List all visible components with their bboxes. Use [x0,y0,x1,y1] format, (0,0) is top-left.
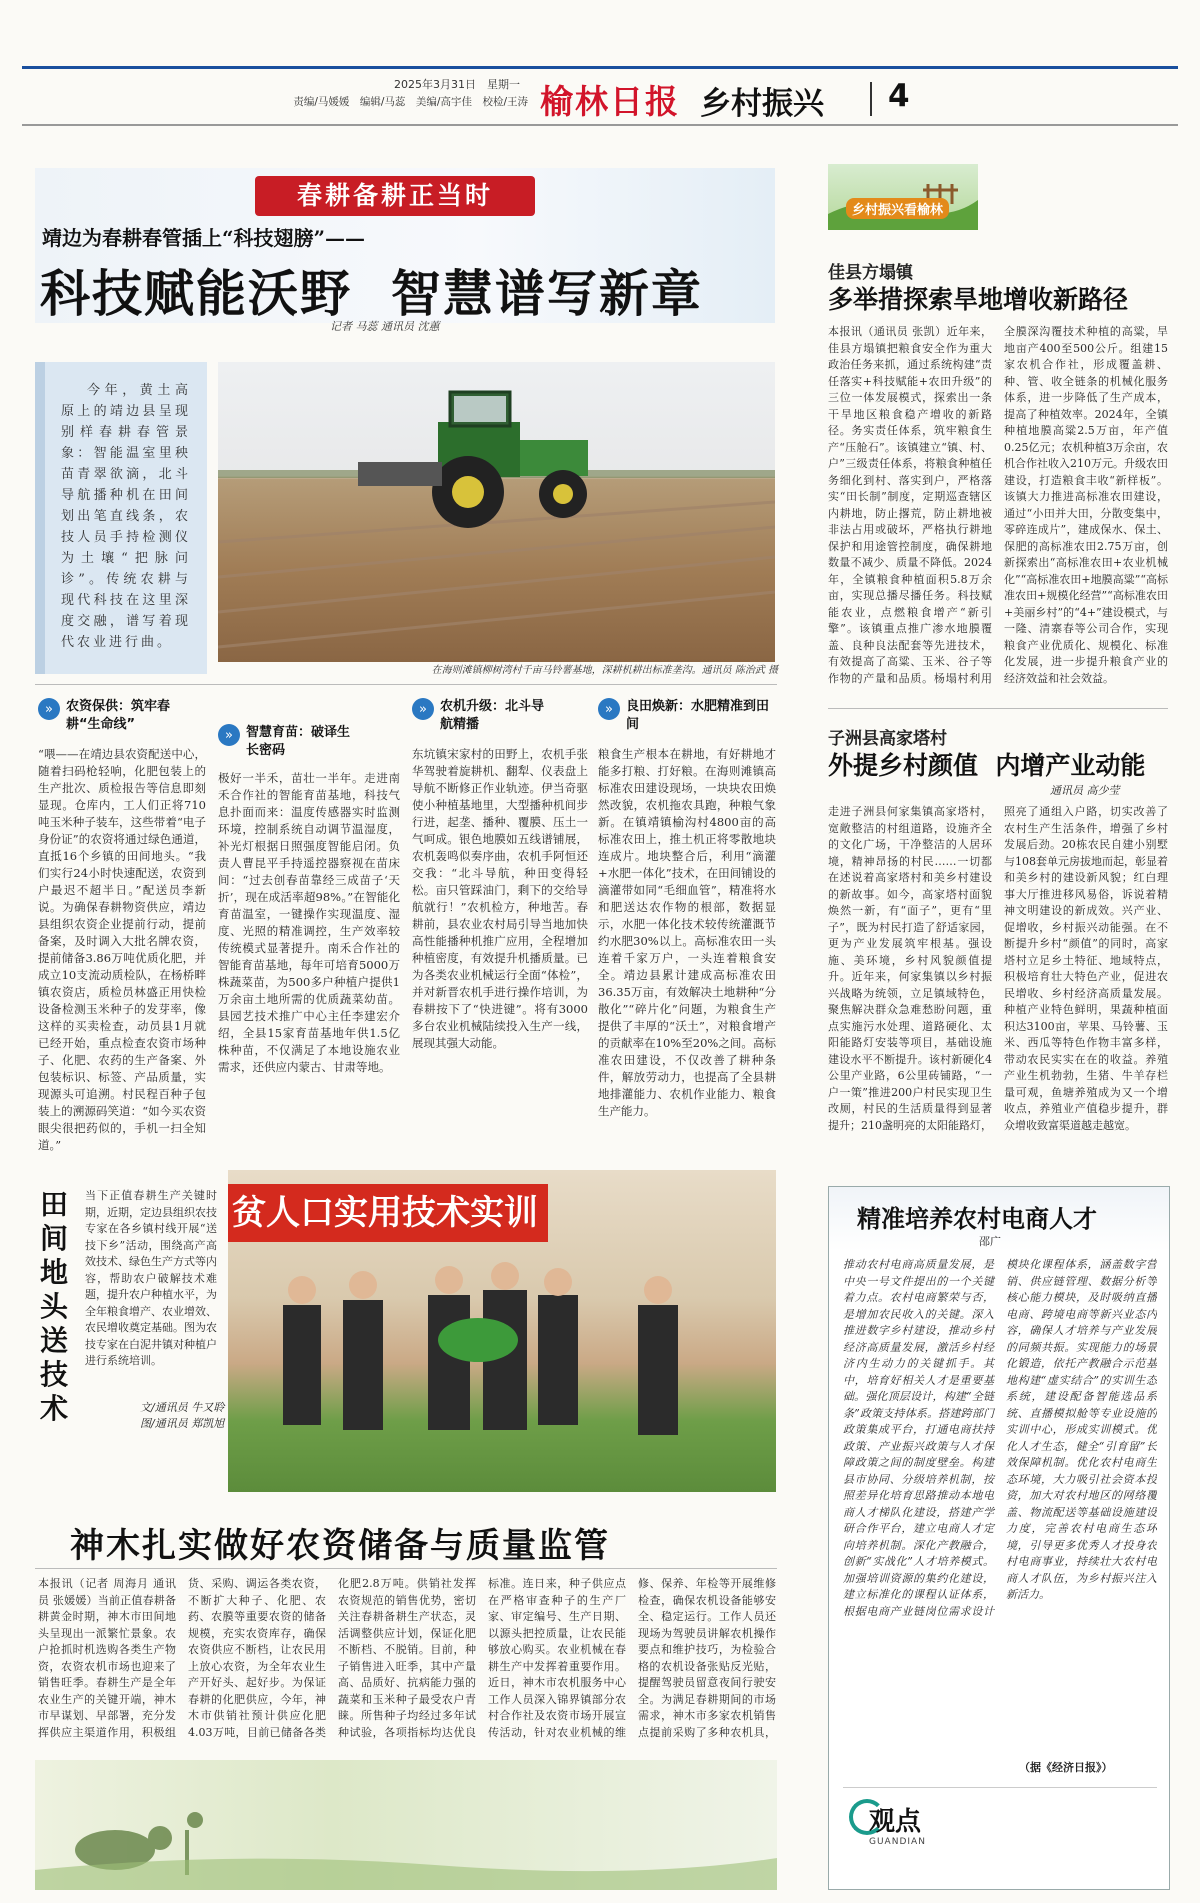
subhead-seedling: » 智慧育苗：破译生长密码 [218,724,358,760]
arrow-icon: » [218,724,240,746]
intro-text: 今年，黄土高原上的靖边县呈现别样春耕春管景象：智能温室里秧苗青翠欲滴，北斗导航播种机在田间划出笔直线条，农技人员手持检测仪为土壤“把脉问诊”。传统农耕与现代科技在这里深度交融，谱写着现代农业进行曲。 [61,383,191,650]
arrow-icon: » [598,698,620,720]
rural-logo [828,164,978,230]
right-rule-1 [828,708,1168,709]
header-top-rule [22,66,1178,69]
field-tech-title: 田间地头送技术 [40,1188,69,1425]
ecommerce-headline: 精准培养农村电商人才 [857,1204,1097,1233]
intro-box [35,362,207,674]
opinion-box [828,1186,1170,1890]
arrow-icon: » [412,698,434,720]
main-col-3: 东坑镇宋家村的田野上，农机手张华驾驶着旋耕机、翻犁、仪表盘上导航不断修正作业轨迹。伊当奇驱使小种植基地里，大型播种机间步行进，起垄、播种、覆膜、压土一气呵成。银色地膜如五线谱铺展，农机轰鸣似奏序曲，农机手阿恒还交我：“北斗导航，种田变得轻松。亩只管踩油门，剩下的交给导航就行！”农机检方，种地苦。春耕前，县农业农村局引导当地加快高性能播种机推广应用，全程增加种植密度，有效提升机播质量。已为各类农业机械运行全面“体检”，并对新晋农机手进行操作培训，为春耕按下了“快进键”。将有3000多台农业机械陆续投入生产一线，展现其强大动能。 [412,747,588,1050]
subhead-supply: » 农资保供：筑牢春耕“生命线” [38,698,196,734]
zizhou-headline: 外提乡村颜值 内增产业动能 [828,751,1146,780]
main-byline: 记者 马蕊 通讯员 沈蕙 [330,320,440,333]
section-title: 乡村振兴 [700,86,824,122]
field-tech-text: 当下正值春耕生产关键时期，近期，定边县组织农技专家在各乡镇村线开展“送技下乡”活动，围绕高产高效技术、绿色生产方式等内容，帮助农户破解技术难题，提升农户种植水平，为全年粮食增产、农业增效、农民增收奠定基础。图为农技专家在白泥井镇对种植户进行系统培训。 [85,1189,217,1367]
guandian-label: 观点 [869,1807,922,1837]
ecommerce-text: 推动农村电商高质量发展，是中央一号文件提出的一个关键着力点。农村电商繁荣与否，是增加农民收入的关键。深入推进数字乡村建设，推动乡村经济高质量发展，激活乡村经济内生动力的关键抓手。其中，培育好相关人才是重要基础。强化顶层设计，构建“全链条”政策支持体系。搭建跨部门政策集成平台，打通电商扶持政策、产业振兴政策与人才保障政策之间的制度壁垒。构建县市协同、分级培养机制，按照差异化培育思路推动本地电商人才梯队化建设，搭建产学研合作平台，建立电商人才定向培养机制。深化产教融合，创新“实战化”人才培养模式。加强培训资源的集约化建设，建立标准化的课程认证体系，根据电商产业链岗位需求设计模块化课程体系，涵盖数字营销、供应链管理、数据分析等核心能力模块，及时吸纳直播电商、跨境电商等新兴业态内容，确保人才培养与产业发展的同频共振。实现能力的场景化锻造，依托产教融合示范基地构建“虚实结合”的实训生态系统，建设配备智能选品系统、直播模拟舱等专业设施的实训中心，形成实训模式。优化人才生态，健全“引育留”长效保障机制。优化农村电商生态环境，大力吸引社会资本投资，加大对农村地区的网络覆盖、物流配送等基础设施建设力度，完善农村电商生态环境，引导更多优秀人才投身农村电商事业，持续壮大农村电商人才队伍，为乡村振兴注入新活力。 [843,1258,1157,1618]
ecommerce-author: 邵广 [979,1235,1001,1248]
farm-illustration [35,1760,777,1890]
page-number: 4 [888,78,910,114]
ecommerce-source: （据《经济日报》） [1019,1761,1113,1774]
main-kicker: 靖边为春耕春管插上“科技翅膀”—— [42,226,366,250]
arrow-icon: » [38,698,60,720]
zizhou-text: 走进子洲县何家集镇高家塔村，宽敞整洁的村组道路，设施齐全的文化广场，干净整洁的人居环境，精神昂扬的村民……一切都在述说着高家塔村和美乡村建设的新故事。如今，高家塔村面貌焕然一新，有“面子”，更有“里子”，既为村民打造了舒适家园，更为产业发展筑牢根基。强设施、美环境，乡村风貌颜值提升。近年来，何家集镇以乡村振兴战略为统领，立足镇域特色，聚焦解决群众急难愁盼问题，重点实施污水处理、道路硬化、太阳能路灯安装等项目，基础设施建设水平不断提升。该村新硬化4公里产业路，6公里砖铺路，“一户一策”推进200户村民实现卫生改厕，村民的生活质量得到显著提升；210盏明亮的太阳能路灯，照亮了通组入户路，切实改善了农村生产生活条件，增强了乡村发展后劲。20栋农民自建小别墅与108套单元房拔地而起，彰显着和美乡村的建设新风貌；红白理事大厅推进移风易俗，诉说着精神文明建设的新成效。兴产业、促增收，乡村振兴动能强。在不断提升乡村“颜值”的同时，高家塔村立足乡土特征、地域特点，积极培育壮大特色产业，促进农民增收、乡村经济高质量发展。种植产业特色鲜明，果蔬种植面积达3100亩，苹果、马铃薯、玉米、西瓜等特色作物丰富多样，带动农民实实在在的收益。养殖产业生机勃勃，生猪、牛羊存栏量可观，鱼塘养殖成为又一个增收点，养殖业产值稳步提升，群众增收致富渠道越走越宽。 [828,805,1168,1132]
header-bottom-rule [22,124,1178,126]
main-headline: 科技赋能沃野 智慧谱写新章 [40,264,703,323]
people-group-icon [283,1262,678,1435]
field-tech-credit-2: 图/通讯员 郑凯旭 [140,1417,225,1430]
tractor-photo [218,362,775,662]
jiaxian-kicker: 佳县方塌镇 [828,263,913,283]
paper-name-logo: 榆林日报 [540,82,680,121]
shenmu-rule [35,1568,777,1569]
header-staff: 责编/马媛媛 编辑/马蕊 美编/高宇佳 校检/王涛 [293,96,528,108]
shenmu-headline: 神木扎实做好农资储备与质量监管 [70,1526,610,1566]
feature-banner: 春耕备耕正当时 [255,176,535,216]
tractor-photo-caption: 在海则滩镇柳树湾村千亩马铃薯基地，深耕机耕出标准垄沟。通讯员 陈治武 摄 [431,665,778,676]
main-col-2: 极好一半禾，苗壮一半年。走进南禾合作社的智能育苗基地，科技气息扑面而来：温度传感器实时监测环境，控制系统自动调节温湿度，补光灯根据日照强度智能启闭。负责人曹昆平手持遥控器察视在苗床间：“过去创春苗靠经三成苗子‘天折’，现在成活率超98%。”在智能化育苗温室，一键操作实现温度、湿度、光照的精准调控，生产效率较传统模式显著提升。南禾合作社的智能育苗基地，每年可培育5000万株蔬菜苗，为500多户种植户提供1万余亩土地所需的优质蔬菜幼苗。县园艺技术推广中心主任李建宏介绍，全县15家育苗基地年供1.5亿株种苗，不仅满足了本地设施农业需求，还供应内蒙古、甘肃等地。 [218,771,400,1074]
subhead-machinery: » 农机升级：北斗导航精播 [412,698,552,734]
jiaxian-headline: 多举措探索旱地增收新路径 [828,285,1129,314]
zizhou-byline: 通讯员 高少莹 [1050,784,1120,797]
subhead-farmland: » 良田焕新：水肥精准到田间 [598,698,776,734]
rural-logo-text: 乡村振兴看榆林 [846,198,949,219]
training-banner: 贫人口实用技术实训 [228,1184,548,1242]
header-divider [870,82,872,116]
main-col-1: “喂——在靖边县农资配送中心，随着扫码枪轻响，化肥包装上的生产批次、质检报告等信息即刻显现。仓库内，工人们正将710吨玉米种子装车，这些带着“电子身份证”的农资将通过绿色通道，直抵16个乡镇的田间地头。“我们实行24小时快速配送，农资到户最迟不超半日。”配送员李新说。为确保春耕物资供应，靖边县组织农资企业提前行动，提前备案，及时调入大批名牌农资，提前储备3.86万吨优质化肥，并成立10支流动质检队，在杨桥畔镇农资店，质检员林盛正用快检设备检测玉米种子的发芽率，像这样的买卖检查，动员县1月就已经开始，重点检查农资市场种子、化肥、农药的生产备案、外包装标识、标签、产品质量，实现源头可追溯。村民程百种子包装上的溯源码笑道：“如今买农资眼尖很把药似的，手机一扫全知道。” [38,747,206,1152]
main-col-4: 粮食生产根本在耕地，有好耕地才能多打粮、打好粮。在海则滩镇高标准农田建设现场，一块块农田焕然改貌，农机拖农具跑，种粮气象新。在镇靖镇榆沟村4800亩的高标准农田上，推土机正将零散地块连成片。地块整合后，利用“滴灌+水肥一体化”技术，在田间铺设的滴灌带如同“毛细血管”，精准将水和肥送达农作物的根部，数据显示，水肥一体化技术较传统灌溉节约水肥30%以上。高标准农田一头连着千家万户，一头连着粮食安全。靖边县累计建成高标准农田36.35万亩，有效解决土地耕种“分散化”“碎片化”问题，为粮食生产提供了丰厚的“沃土”，对粮食增产的贡献率在10%至20%之间。高标准农田建设，不仅改善了耕种条件，解放劳动力，也提高了全县耕地排灌能力、农机作业能力、粮食生产能力。 [598,747,776,1118]
training-photo [228,1170,776,1492]
shenmu-text: 本报讯（记者 周海月 通讯员 张媛媛）当前正值春耕备耕黄金时期，神木市田间地头呈现出一派繁忙景象。农户抢抓时机选购各类生产物资，农资农机市场也迎来了销售旺季。春耕生产是全年农业生产的关键开端，神木市早谋划、早部署，充分发挥供应主渠道作用，积极组货、采购、调运各类农资，不断扩大种子、化肥、农药、农膜等重要农资的储备规模，充实农资库存，确保农资供应不断档，让农民用上放心农资，为全年农业生产开好头、起好步。为保证春耕的化肥供应，今年，神木市供销社预计供应化肥4.03万吨，目前已储备各类化肥2.8万吨。供销社发挥农资规范的销售优势，密切关注春耕备耕生产状态，灵活调整供应计划，保证化肥不断档、不脱销。目前，种子销售进入旺季，其中产量高、品质好、抗病能力强的蔬菜和玉米种子最受农户青睐。所售种子均经过多年试种试验，各项指标均达优良标准。连日来，种子供应点在严格审查种子的生产厂家、审定编号、生产日期、以源头把控质量，让农民能够放心购买。农业机械在春耕生产中发挥着重要作用。近日，神木市农机服务中心工作人员深入锦界镇部分农村合作社及农资市场开展宣传活动，针对农业机械的维修、保养、年检等开展维修检查，确保农机设备能够安全、稳定运行。工作人员还现场为驾驶员讲解农机操作要点和维护技巧，为检验合格的农机设备张贴反光贴，提醒驾驶员留意夜间行驶安全。为满足春耕期间的市场需求，神木市多家农机销售点提前采购了多种农机具， [38,1577,776,1739]
header-date: 2025年3月31日 星期一 [394,78,520,91]
field-tech-credit-1: 文/通讯员 牛又聆 [140,1401,225,1414]
jiaxian-text: 本报讯（通讯员 张凯）近年来，佳县方塌镇把粮食安全作为重大政治任务来抓，通过系统构建“责任落实+科技赋能+农田升级”的三位一体发展模式，探索出一条干旱地区粮食稳产增收的新路径。务实责任体系，筑牢粮食生产“压舱石”。该镇建立“镇、村、户”三级责任体系，将粮食种植任务细化到村、落实到户，严格落实“田长制”制度，定期巡查辖区内耕地，防止撂荒，防止耕地被非法占用或破坏，严格执行耕地保护和用途管控制度，确保耕地数量不减少、质量不降低。2024年，全镇粮食种植面积5.8万余亩，实现总播尽播任务。科技赋能农业，点燃粮食增产“新引擎”。该镇重点推广渗水地膜覆盖、良种良法配套等先进技术，有效提高了高粱、玉米、谷子等作物的产量和品质。杨塌村利用全膜深沟覆技术种植的高粱，旱地亩产400至500公斤。组建15家农机合作社，形成覆盖耕、种、管、收全链条的机械化服务体系，进一步降低了生产成本，提高了种植效率。2024年，全镇种植地膜高粱2.5万亩，年产值0.25亿元；农机种植3万余亩，农机合作社收入210万元。升级农田建设，打造粮食丰收“新样板”。该镇大力推进高标准农田建设，通过“小田并大田，分散变集中，零碎连成片”，建成保水、保土、保肥的高标准农田2.75万亩，创新探索出“高标准农田+农业机械化”“高标准农田+地膜高粱”“高标准农田+规模化经营”“高标准农田+美丽乡村”的“4+”建设模式，与一隆、清寨春等公司合作，实现粮食产业优质化、规模化、标准化发展，进一步提升粮食产业的经济效益和社会效益。 [828,325,1168,685]
zizhou-kicker: 子洲县高家塔村 [828,729,947,749]
tractor-icon [358,392,588,528]
section-rule [35,684,777,685]
guandian-en: GUANDIAN [869,1837,926,1847]
